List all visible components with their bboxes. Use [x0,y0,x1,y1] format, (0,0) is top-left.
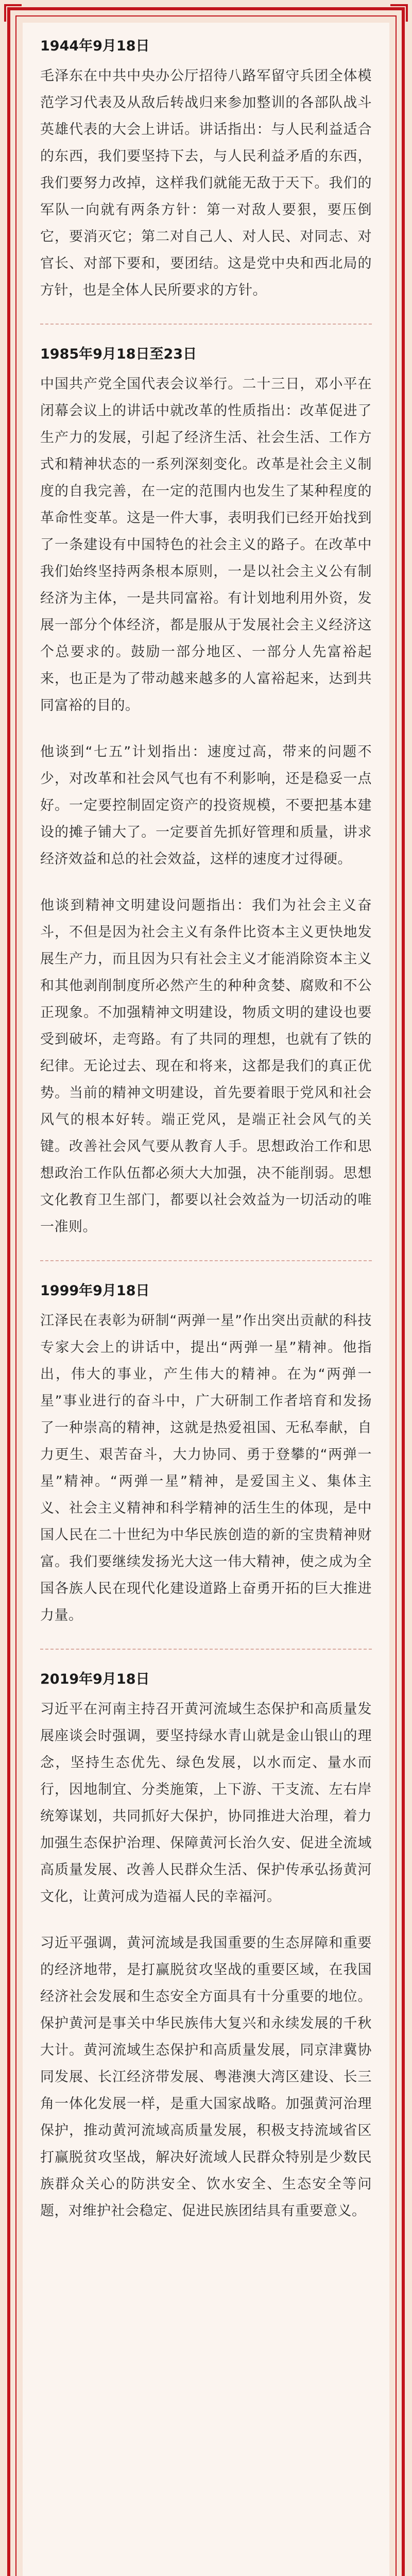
entry-2019 [40,1670,372,2225]
entry-date: 1985年9月18日至23日 [40,346,197,362]
section-divider [40,1649,372,1650]
entry-1985 [40,345,372,1241]
entry-paragraph: 中国共产党全国代表会议举行。二十三日，邓小平在闭幕会议上的讲话中就改革的性质指出：改革促进了生产力的发展，引起了经济生活、社会生活、工作方式和精神状态的一系列深刻变化。改革是社会主义制度的自我完善，在一定的范围内也发生了某种程度的革命性变革。这是一件大事，表明我们已经开始找到了一条建设有中国特色的社会主义的路子。在改革中我们始终坚持两条根本原则，一是以社会主义公有制经济为主体，一是共同富裕。有计划地利用外资，发展一部分个体经济，都是服从于发展社会主义经济这个总要求的。鼓励一部分地区、一部分人先富裕起来，也正是为了带动越来越多的人富裕起来，达到共同富裕的目的。 [40,376,372,714]
entry-1944 [40,37,372,304]
entry-paragraph: 他谈到精神文明建设问题指出：我们为社会主义奋斗，不但是因为社会主义有条件比资本主义更快地发展生产力，而且因为只有社会主义才能消除资本主义和其他剥削制度所必然产生的种种贪婪、腐败和不公正现象。不加强精神文明建设，物质文明的建设也要受到破坏，走弯路。有了共同的理想，也就有了铁的纪律。无论过去、现在和将来，这都是我们的真正优势。当前的精神文明建设，首先要着眼于党风和社会风气的根本好转。端正党风，是端正社会风气的关键。改善社会风气要从教育人手。思想政治工作和思想政治工作队伍都必须大大加强，决不能削弱。思想文化教育卫生部门，都要以社会效益为一切活动的唯一准则。 [40,897,372,1235]
entry-date: 1944年9月18日 [40,38,150,54]
entry-1999 [40,1282,372,1629]
document-page [23,23,389,2576]
entry-paragraph: 江泽民在表彰为研制“两弹一星”作出突出贡献的科技专家大会上的讲话中，提出“两弹一星”精神。他指出，伟大的事业，产生伟大的精神。在为“两弹一星”事业进行的奋斗中，广大研制工作者培育和发扬了一种崇高的精神，这就是热爱祖国、无私奉献，自力更生、艰苦奋斗，大力协同、勇于登攀的“两弹一星”精神。“两弹一星”精神，是爱国主义、集体主义、社会主义精神和科学精神的活生生的体现，是中国人民在二十世纪为中华民族创造的新的宝贵精神财富。我们要继续发扬光大这一伟大精神，使之成为全国各族人民在现代化建设道路上奋勇开拓的巨大推进力量。 [40,1313,372,1623]
entry-paragraph: 习近平强调，黄河流域是我国重要的生态屏障和重要的经济地带，是打赢脱贫攻坚战的重要区域，在我国经济社会发展和生态安全方面具有十分重要的地位。保护黄河是事关中华民族伟大复兴和永续发展的千秋大计。黄河流域生态保护和高质量发展，同京津冀协同发展、长江经济带发展、粤港澳大湾区建设、长三角一体化发展一样，是重大国家战略。加强黄河治理保护，推动黄河流域高质量发展，积极支持流域省区打赢脱贫攻坚战，解决好流域人民群众特别是少数民族群众关心的防洪安全、饮水安全、生态安全等问题，对维护社会稳定、促进民族团结具有重要意义。 [40,1935,372,2219]
section-divider [40,1260,372,1261]
document-content [23,23,389,2255]
entry-paragraph: 毛泽东在中共中央办公厅招待八路军留守兵团全体模范学习代表及从敌后转战归来参加整训的各部队战斗英雄代表的大会上讲话。讲话指出：与人民利益适合的东西，我们要坚持下去，与人民利益矛盾的东西，我们要努力改掉，这样我们就能无敌于天下。我们的军队一向就有两条方针：第一对敌人要狠，要压倒它，要消灭它；第二对自己人、对人民、对同志、对官长、对部下要和，要团结。这是党中央和西北局的方针，也是全体人民所要求的方针。 [40,68,372,298]
entry-date: 2019年9月18日 [40,1671,150,1687]
section-divider [40,324,372,325]
entry-paragraph: 习近平在河南主持召开黄河流域生态保护和高质量发展座谈会时强调，要坚持绿水青山就是金山银山的理念，坚持生态优先、绿色发展，以水而定、量水而行，因地制宜、分类施策，上下游、干支流、左右岸统筹谋划，共同抓好大保护，协同推进大治理，着力加强生态保护治理、保障黄河长治久安、促进全流域高质量发展、改善人民群众生活、保护传承弘扬黄河文化，让黄河成为造福人民的幸福河。 [40,1701,372,1905]
entry-date: 1999年9月18日 [40,1283,150,1299]
entry-paragraph: 他谈到“七五”计划指出：速度过高，带来的问题不少，对改革和社会风气也有不利影响，还是稳妥一点好。一定要控制固定资产的投资规模，不要把基本建设的摊子铺大了。一定要首先抓好管理和质量，讲求经济效益和总的社会效益，这样的速度才过得硬。 [40,744,372,867]
